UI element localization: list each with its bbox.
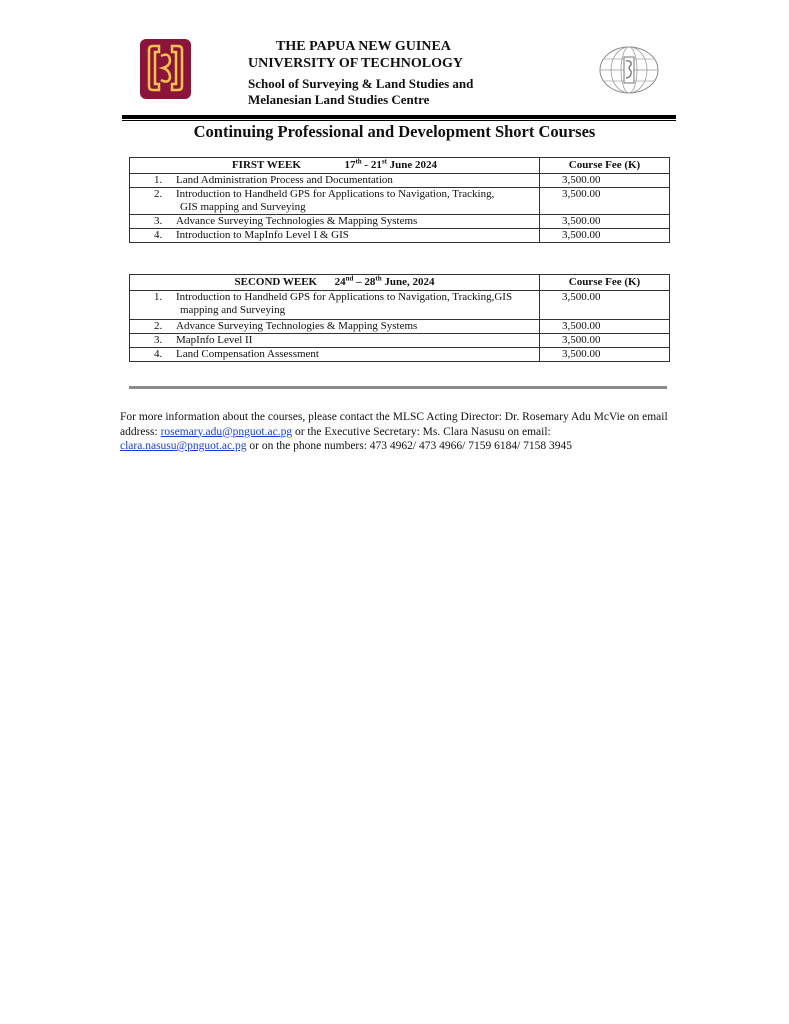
table-row: 2. Advance Surveying Technologies & Mapping Systems 3,500.00 — [130, 320, 670, 334]
email-link-secretary[interactable]: clara.nasusu@pnguot.ac.pg — [120, 440, 247, 452]
table-row: 2. Introduction to Handheld GPS for Applications to Navigation, Tracking, GIS mapping and Surveying 3,500.00 — [130, 188, 670, 215]
header-line-4: Melanesian Land Studies Centre — [248, 92, 430, 107]
course-name: Introduction to Handheld GPS for Applications to Navigation, Tracking, — [176, 188, 495, 200]
course-name: Land Administration Process and Documentation — [176, 174, 393, 186]
document-title: Continuing Professional and Development Short Courses — [193, 122, 596, 141]
table-header-row — [130, 158, 670, 174]
table-row: 4. Land Compensation Assessment 3,500.00 — [130, 348, 670, 362]
header-rule — [122, 115, 676, 119]
university-logo — [139, 38, 192, 100]
course-name: Introduction to Handheld GPS for Applications to Navigation, Tracking,GIS — [176, 291, 513, 303]
section-divider — [129, 386, 667, 389]
header-line-3: School of Surveying & Land Studies and — [248, 76, 474, 91]
week-label: SECOND WEEK — [234, 276, 318, 288]
week-dates: 17th - 21st June 2024 — [344, 157, 438, 171]
second-week-table — [129, 274, 670, 362]
course-fee: 3,500.00 — [540, 320, 670, 334]
week-label: FIRST WEEK — [231, 159, 301, 171]
course-fee: 3,500.00 — [540, 348, 670, 362]
course-fee: 3,500.00 — [540, 215, 670, 229]
week-heading — [130, 275, 540, 291]
contact-paragraph: For more information about the courses, please contact the MLSC Acting Director: Dr. Rosemary Adu McVie on email address: rosemary.adu@pnguot.ac.pg or the Executive Secretary: Ms. Clara Nasusu on email: clara.nasusu@pnguot.ac.pg or on the phone numbers: 473 4962/ 473 4966/ 7159 6184/ 7158 3945 — [120, 411, 668, 452]
course-fee: 3,500.00 — [540, 174, 670, 188]
table-row: 3. MapInfo Level II 3,500.00 — [130, 334, 670, 348]
header-block — [248, 39, 473, 108]
course-name: Advance Surveying Technologies & Mapping Systems — [176, 320, 418, 332]
globe-logo — [598, 45, 660, 95]
table-row: 1. Land Administration Process and Documentation 3,500.00 — [130, 174, 670, 188]
header-rule-thin — [122, 120, 676, 121]
header-line-2: UNIVERSITY OF TECHNOLOGY — [248, 56, 463, 71]
fee-header: Course Fee (K) — [540, 275, 670, 291]
table-row: 3. Advance Surveying Technologies & Mapping Systems 3,500.00 — [130, 215, 670, 229]
course-name-cont: GIS mapping and Surveying — [180, 201, 306, 213]
table-header-row — [130, 275, 670, 291]
course-name: MapInfo Level II — [176, 334, 253, 346]
first-week-table — [129, 157, 670, 243]
course-fee: 3,500.00 — [540, 188, 670, 215]
course-name: Advance Surveying Technologies & Mapping Systems — [176, 215, 418, 227]
table-row: 1. Introduction to Handheld GPS for Applications to Navigation, Tracking,GIS mapping and Surveying 3,500.00 — [130, 291, 670, 320]
week-dates: 24nd – 28th June, 2024 — [334, 274, 435, 288]
course-fee: 3,500.00 — [540, 334, 670, 348]
course-name: Introduction to MapInfo Level I & GIS — [176, 229, 349, 241]
course-fee: 3,500.00 — [540, 229, 670, 243]
fee-header: Course Fee (K) — [540, 158, 670, 174]
table-row: 4. Introduction to MapInfo Level I & GIS 3,500.00 — [130, 229, 670, 243]
course-name-cont: mapping and Surveying — [180, 304, 286, 316]
course-fee: 3,500.00 — [540, 291, 670, 320]
week-heading — [130, 158, 540, 174]
course-name: Land Compensation Assessment — [176, 348, 319, 360]
header-line-1: THE PAPUA NEW GUINEA — [276, 39, 451, 54]
email-link-director[interactable]: rosemary.adu@pnguot.ac.pg — [160, 425, 293, 438]
